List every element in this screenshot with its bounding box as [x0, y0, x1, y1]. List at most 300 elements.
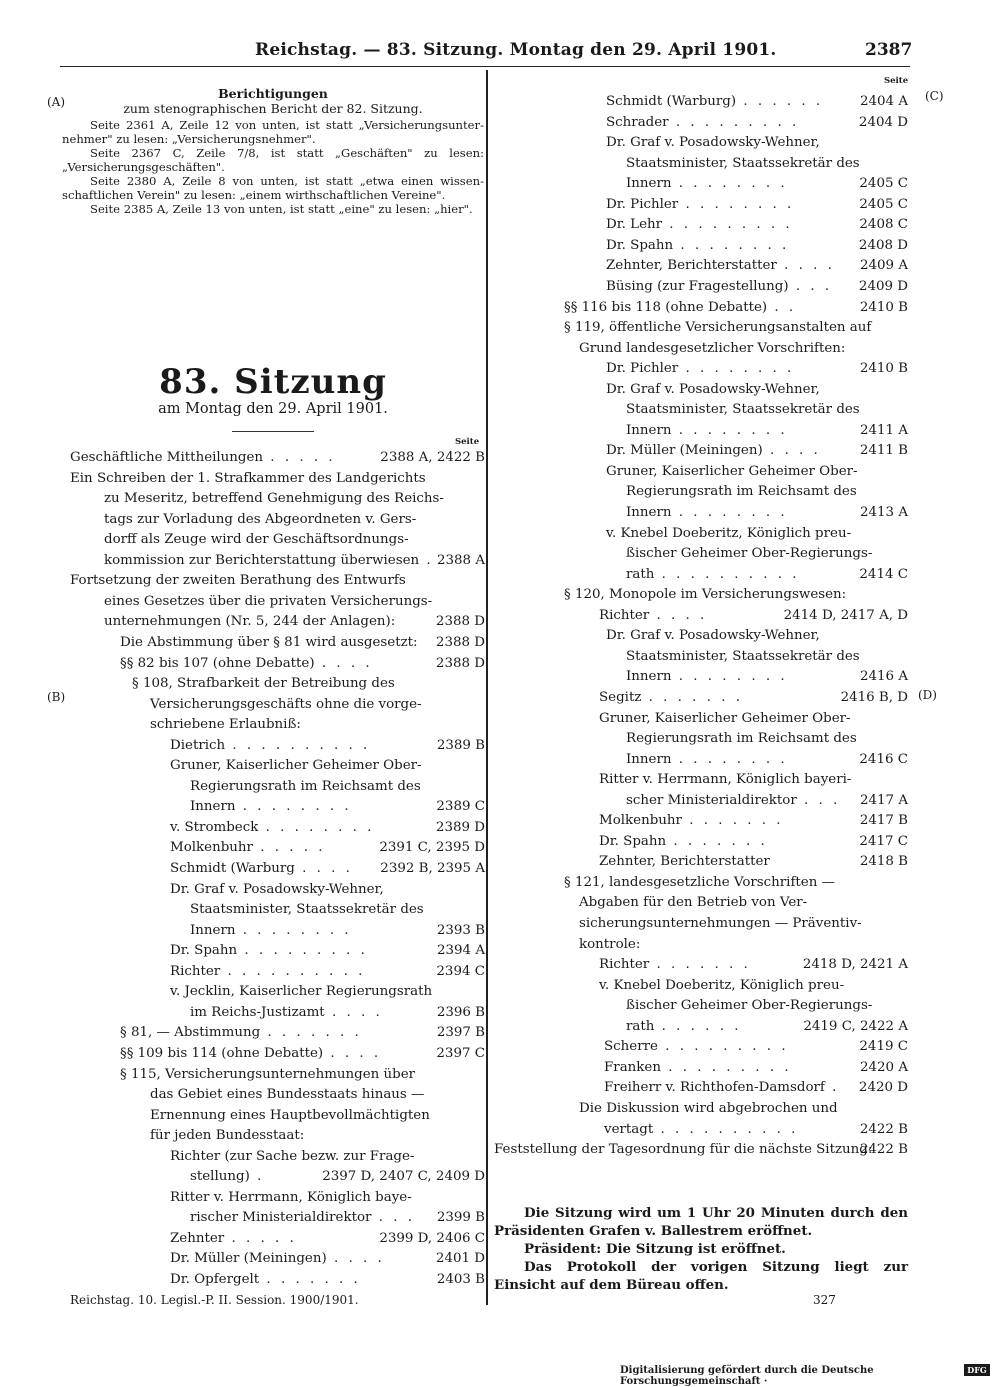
column-divider [486, 70, 488, 1305]
toc-left-entry-text: Staatsminister, Staatssekretär des [190, 902, 424, 918]
seite-label-left: Seite [455, 437, 480, 447]
corrections-subtitle: zum stenographischen Bericht der 82. Sitzung. [123, 101, 423, 116]
toc-left-entry [104, 490, 485, 508]
toc-left-entry-text: §§ 109 bis 114 (ohne Debatte) [120, 1045, 324, 1061]
toc-right-entry [606, 114, 908, 132]
toc-right-entry-text: v. Knebel Doeberitz, Königlich preu- [599, 977, 845, 993]
toc-left-entry-page: 2388 A [436, 552, 485, 568]
correction-item: Seite 2385 A, Zeile 13 von unten, ist statt „eine" zu lesen: „hier". [90, 202, 473, 216]
toc-left-entry-text: Ernennung eines Hauptbevollmächtigten [150, 1107, 430, 1123]
toc-right-entry [626, 730, 908, 748]
toc-right-entry-text: Dr. Lehr [606, 217, 663, 233]
toc-right-entry [599, 956, 908, 974]
toc-left-entry-text: Dr. Müller (Meiningen) [170, 1251, 327, 1267]
toc-left-entry-leader: . . . . . [224, 1230, 297, 1246]
toc-left-entry-text: Dr. Spahn [170, 943, 238, 959]
toc-right-entry-text: Scherre [604, 1039, 658, 1055]
corrections-list [62, 118, 484, 216]
toc-right-entry-page: 2416 B, D [840, 689, 908, 705]
toc-left-entry-page: 2397 C [436, 1045, 485, 1061]
toc-right-entry-leader: . . . . [649, 607, 708, 623]
toc-left-entry [104, 511, 485, 529]
toc-left-entry-text: Fortsetzung der zweiten Berathung des Entwurfs [70, 573, 406, 589]
toc-left-entry-page: 2391 C, 2395 D [379, 840, 485, 856]
toc-right-entry-text: Freiherr v. Richthofen-Damsdorf [604, 1080, 825, 1096]
toc-right-entry-page: 2409 A [859, 258, 908, 274]
toc-right-entry-text: Abgaben für den Betrieb von Ver- [579, 895, 808, 911]
toc-left-entry-page: 2396 B [436, 1004, 485, 1020]
toc-right-entry-text: Dr. Spahn [599, 833, 667, 849]
toc-right-entry-text: Gruner, Kaiserlicher Geheimer Ober- [606, 463, 858, 479]
toc-left-entry [170, 1230, 485, 1248]
toc-left-entry-page: 2389 B [436, 737, 485, 753]
toc-right-entry-leader: . . . . . . . . [671, 176, 788, 192]
toc-left-entry-text: kommission zur Berichterstattung überwiesen [104, 552, 420, 568]
toc-left-entry [190, 1168, 485, 1186]
toc-left-entry-text: schriebene Erlaubniß: [150, 717, 301, 733]
toc-right-entry-page: 2420 D [858, 1080, 908, 1096]
toc-left-entry-text: Richter (zur Sache bezw. zur Frage- [170, 1148, 415, 1164]
toc-right-entry [599, 833, 908, 851]
toc-left-entry [190, 901, 485, 919]
toc-right-entry-page: 2414 D, 2417 A, D [783, 607, 908, 623]
toc-right-entry [604, 1079, 908, 1097]
toc-left-entry-page: 2399 D, 2406 C [379, 1230, 485, 1246]
toc-left-entry [190, 798, 485, 816]
toc-right-entry-text: rath [626, 566, 655, 582]
toc-right-entry-page: 2418 D, 2421 A [802, 957, 908, 973]
toc-right-entry [579, 936, 908, 954]
corrections-block [62, 70, 484, 216]
toc-left-entry-text: v. Strombeck [170, 819, 259, 835]
toc-right-entry-text: sicherungsunternehmungen — Präventiv- [579, 916, 862, 931]
toc-left-entry-leader: . . . . [326, 1251, 385, 1267]
margin-mark-a: (A) [47, 95, 66, 109]
toc-right-entry-leader: . . . . . . . . [678, 196, 795, 212]
toc-right-entry-page: 2410 B [859, 299, 908, 315]
toc-left-entry [70, 470, 485, 488]
toc-left-entry-text: Die Abstimmung über § 81 wird ausgesetzt: [120, 634, 418, 650]
toc-left-entry-text: für jeden Bundesstaat: [150, 1128, 305, 1144]
toc-left-entry-page: 2388 D [435, 655, 485, 671]
toc-left-entry-text: unternehmungen (Nr. 5, 244 der Anlagen): [104, 614, 396, 630]
toc-left-entry-page: 2397 D, 2407 C, 2409 D [322, 1169, 485, 1185]
toc-right-entry-leader: . . . . . . [654, 1018, 742, 1034]
toc-left-entry-text: Molkenbuhr [170, 840, 253, 856]
toc-right-entry [606, 257, 908, 275]
margin-mark-c: (C) [925, 89, 944, 103]
toc-left-entry-text: Versicherungsgeschäfts ohne die vorge- [150, 696, 422, 712]
toc-right-entry-text: § 120, Monopole im Versicherungswesen: [564, 587, 847, 603]
toc-left-entry-page: 2388 A, 2422 B [380, 450, 485, 465]
seite-label-right: Seite [884, 76, 909, 86]
correction-item: Seite 2361 A, Zeile 12 von unten, ist statt „Versicherungsunter-nehmer" zu lesen: „Versicherungsnehmer". [62, 118, 484, 146]
toc-right-entry [606, 93, 908, 111]
toc-right-entry [606, 442, 908, 460]
toc-right-entry [626, 155, 908, 173]
toc-right-entry-page: 2422 B [859, 1142, 908, 1158]
toc-right-entry [626, 648, 908, 666]
toc-right-entry-leader: . . . . . . . . [671, 751, 788, 767]
toc-left-entry [170, 1250, 485, 1268]
toc-right-entry-leader: . . . . . . . . [678, 361, 795, 377]
toc-left-entry [190, 778, 485, 796]
toc-right-entry-text: Innern [626, 751, 672, 767]
toc-right-entry-text: § 119, öffentliche Versicherungsanstalten auf [564, 320, 872, 336]
toc-right-entry-page: 2417 B [859, 813, 908, 829]
toc-right-entry-text: Staatsminister, Staatssekretär des [626, 402, 860, 418]
toc-left-entry [170, 1148, 485, 1166]
footer-session-info: Reichstag. 10. Legisl.-P. II. Session. 1900/1901. [70, 1293, 359, 1307]
toc-left-entry-text: Ein Schreiben der 1. Strafkammer des Landgerichts [70, 470, 426, 486]
toc-left-entry-text: rischer Ministerialdirektor [190, 1210, 372, 1226]
toc-left-entry-page: 2389 C [436, 799, 485, 815]
toc-right-entry [604, 1059, 908, 1077]
toc-right-entry-leader: . . . [796, 792, 841, 808]
toc-right-entry [626, 175, 908, 193]
toc-right-entry [626, 751, 908, 769]
toc-left-entry-text: dorff als Zeuge wird der Geschäftsordnungs- [104, 532, 409, 548]
toc-left-entry-text: stellung) [190, 1169, 250, 1185]
toc-right-entry-text: Gruner, Kaiserlicher Geheimer Ober- [599, 710, 851, 726]
toc-right-entry [626, 422, 908, 440]
toc-right-entry-text: Richter [599, 957, 650, 973]
correction-item: Seite 2380 A, Zeile 8 von unten, ist statt „etwa einen wissen-schaftlichen Verein" zu lesen: „einem wirthschaftlichen Vereine". [62, 174, 484, 202]
toc-right-entry-text: § 121, landesgesetzliche Vorschriften — [564, 874, 835, 890]
toc-left-entry-page: 2388 D [435, 614, 485, 630]
session-date: am Montag den 29. April 1901. [158, 401, 388, 417]
toc-left-entry [120, 634, 485, 652]
toc-right-entry [564, 319, 908, 337]
toc-left-entry-text: Schmidt (Warburg [170, 861, 295, 876]
toc-right-entry-page: 2419 C [859, 1039, 908, 1055]
toc-left-entry-leader: . [249, 1169, 265, 1185]
toc-right-entry-leader: . . . . . . . . . [668, 114, 800, 130]
toc-right-entry-leader: . . . . [776, 258, 835, 274]
toc-left-entry-leader: . . . . . . . . . [237, 943, 368, 959]
toc-left-entry-leader: . . . . . [263, 450, 336, 465]
toc-left-entry-page: 2389 D [435, 819, 485, 835]
toc-left-entry [170, 881, 485, 899]
toc-right-entry [626, 483, 908, 501]
title-rule [232, 431, 314, 432]
toc-right-entry-text: Schrader [606, 114, 669, 130]
toc-right-entry-leader: . . . [788, 278, 833, 294]
toc-left-entry-text: Gruner, Kaiserlicher Geheimer Ober- [170, 758, 422, 774]
toc-right-entry [599, 710, 908, 728]
toc-right-entry [626, 997, 908, 1015]
toc-right-entry-text: kontrole: [579, 936, 641, 952]
toc-left-entry-leader: . . . . [323, 1045, 382, 1061]
toc-right-entry-text: Innern [626, 176, 672, 192]
toc-right-entry-leader: . . . . . . . [666, 833, 768, 849]
toc-right-entry [564, 299, 908, 317]
toc-left-entry-text: tags zur Vorladung des Abgeordneten v. Gers- [104, 511, 417, 527]
toc-left-entry-leader: . . . . . . . . . . [220, 963, 366, 979]
toc-right-entry [494, 1141, 908, 1159]
toc-left-entry-text: Richter [170, 963, 221, 979]
toc-right-entry-page: 2409 D [858, 278, 908, 294]
toc-left-entry [190, 1209, 485, 1227]
toc-right-entry-text: Franken [604, 1059, 661, 1075]
opening-paragraph: Das Protokoll der vorigen Sitzung liegt zur Einsicht auf dem Büreau offen. [494, 1259, 908, 1293]
toc-left-entry [170, 860, 485, 878]
toc-left-entry-page: 2394 A [436, 943, 485, 959]
toc-right-entry-page: 2410 B [859, 361, 908, 377]
toc-left-entry-text: § 81, — Abstimmung [120, 1025, 261, 1041]
toc-right-entry-text: v. Knebel Doeberitz, Königlich preu- [606, 525, 852, 541]
toc-left-entry [150, 1107, 485, 1125]
toc-right-entry-page: 2418 B [859, 854, 908, 870]
toc-right-entry-page: 2414 C [859, 566, 908, 582]
toc-left-entry-page: 2399 B [436, 1210, 485, 1226]
toc-left-entry-page: 2393 B [436, 922, 485, 938]
toc-right-entry-text: Dr. Graf v. Posadowsky-Wehner, [606, 381, 820, 397]
toc-right-entry-text: ßischer Geheimer Ober-Regierungs- [626, 998, 873, 1014]
toc-left-entry-page: 2388 D [435, 634, 485, 650]
toc-right-entry [626, 1018, 908, 1036]
toc-left-entry-page: 2397 B [436, 1025, 485, 1041]
toc-right-entry [579, 340, 908, 358]
toc-right-entry-leader: . . . . . . [736, 94, 824, 109]
toc-right-entry-leader: . . . . . . . . . . [654, 566, 800, 582]
toc-right-entry-text: Innern [626, 505, 672, 520]
toc-right-entry [599, 607, 908, 625]
toc-right-entry-text: Innern [626, 422, 672, 438]
toc-right-entry [606, 196, 908, 214]
toc-left-entry [150, 1086, 485, 1104]
toc-right-entry-leader: . . . . . . . . . [657, 1039, 789, 1055]
toc-right-entry [606, 216, 908, 234]
margin-mark-b: (B) [47, 690, 66, 704]
toc-right-entry-page: 2408 D [858, 237, 908, 253]
opening-paragraph: Die Sitzung wird um 1 Uhr 20 Minuten durch den Präsidenten Grafen v. Ballestrem eröffnet. [494, 1205, 908, 1239]
toc-right-entry [579, 894, 908, 912]
toc-right-entry [599, 689, 908, 707]
toc-right-entry-text: Regierungsrath im Reichsamt des [626, 484, 857, 500]
toc-right-entry [579, 1100, 908, 1118]
toc-right-entry-leader: . . . . . . . . [671, 422, 788, 438]
toc-left-entry [170, 839, 485, 857]
toc-right-entry [626, 545, 908, 563]
toc-right-entry-page: 2420 A [859, 1059, 908, 1075]
toc-right-entry-page: 2416 C [859, 751, 908, 767]
toc-left-entry [190, 1004, 485, 1022]
toc-right-entry-page: 2416 A [859, 669, 908, 685]
toc-left-entry-text: Dr. Graf v. Posadowsky-Wehner, [170, 881, 384, 897]
toc-right-entry-text: Staatsminister, Staatssekretär des [626, 155, 860, 171]
opening-paragraph: Präsident: Die Sitzung ist eröffnet. [524, 1241, 786, 1257]
running-head: Reichstag. — 83. Sitzung. Montag den 29. April 1901. [255, 40, 777, 60]
toc-left-entry [150, 696, 485, 714]
toc-right-entry-text: Ritter v. Herrmann, Königlich bayeri- [599, 772, 852, 788]
toc-right-entry-text: Regierungsrath im Reichsamt des [626, 731, 857, 747]
toc-right-entry-page: 2417 A [859, 792, 908, 808]
toc-right-entry-text: Zehnter, Berichterstatter [599, 854, 770, 870]
toc-right-entry [564, 874, 908, 892]
toc-right-entry [604, 1121, 908, 1139]
toc-right-entry [564, 586, 908, 604]
toc-left-entry-text: das Gebiet eines Bundesstaats hinaus — [150, 1087, 425, 1103]
toc-left-entry-text: v. Jecklin, Kaiserlicher Regierungsrath [170, 984, 433, 1000]
toc-right-entry-text: Dr. Pichler [606, 361, 679, 377]
toc-right-entry-text: Die Diskussion wird abgebrochen und [579, 1100, 838, 1116]
toc-right-entry [606, 627, 908, 645]
toc-left-entry-leader: . [419, 552, 434, 568]
toc-right-entry-text: Dr. Graf v. Posadowsky-Wehner, [606, 628, 820, 644]
toc-right-entry [606, 360, 908, 378]
toc-left-entry-leader: . . . . . . . . . . [225, 737, 371, 753]
correction-item: Seite 2367 C, Zeile 7/8, ist statt „Geschäften" zu lesen: „Versicherungsgeschäften". [62, 146, 484, 174]
toc-right-entry-text: ßischer Geheimer Ober-Regierungs- [626, 546, 873, 562]
toc-left-entry [104, 613, 485, 631]
toc-left-entry-text: im Reichs-Justizamt [190, 1004, 325, 1020]
toc-right-entry-page: 2404 D [858, 114, 908, 130]
toc-right-entry-page: 2405 C [859, 196, 908, 212]
session-title: 83. Sitzung [159, 362, 387, 402]
toc-left-entry [120, 1066, 485, 1084]
toc-right-entry-leader: . [824, 1080, 840, 1096]
toc-left-entry [104, 531, 485, 549]
toc-left-entry [120, 1024, 485, 1042]
toc-right-entry-page: 2413 A [859, 505, 908, 520]
toc-right-entry-leader: . . . . . . . . [671, 505, 788, 520]
toc-left-entry [104, 593, 485, 611]
toc-right-entry [626, 566, 908, 584]
page-number: 2387 [865, 40, 913, 60]
toc-right-entry-text: scher Ministerialdirektor [626, 792, 797, 808]
toc-left-entry-text: Geschäftliche Mittheilungen [70, 450, 264, 465]
toc-right-entry-text: Feststellung der Tagesordnung für die nächste Sitzung: [494, 1142, 873, 1158]
toc-right-entry-text: §§ 116 bis 118 (ohne Debatte) [564, 299, 768, 315]
toc-right-entry [606, 381, 908, 399]
toc-right-entry [626, 504, 908, 522]
toc-right-entry-leader: . . . . . . . . . [660, 1059, 792, 1075]
toc-left-entry-text: Regierungsrath im Reichsamt des [190, 778, 421, 794]
toc-left-entry-leader: . . . . [314, 655, 373, 671]
toc-right-entry-page: 2419 C, 2422 A [803, 1018, 908, 1034]
toc-left-entry [170, 819, 485, 837]
toc-left-entry-page: 2392 B, 2395 A [380, 861, 485, 876]
toc-right-entry-page: 2411 A [859, 422, 908, 438]
toc-left-entry [190, 922, 485, 940]
toc-right-entry-page: 2422 B [859, 1121, 908, 1137]
toc-left-entry-text: Innern [190, 799, 236, 815]
toc-left-entry-text: Dr. Opfergelt [170, 1272, 260, 1287]
toc-left-entry [150, 1127, 485, 1145]
toc-right-entry [606, 525, 908, 543]
toc-right-entry-text: Staatsminister, Staatssekretär des [626, 648, 860, 664]
dfg-logo: DFG [964, 1364, 990, 1376]
toc-right-entry-leader: . . . . . . . [641, 689, 743, 705]
toc-right-entry-text: Dr. Spahn [606, 237, 674, 253]
toc-right-entry-text: Büsing (zur Fragestellung) [606, 278, 789, 294]
toc-right-entry-leader: . . . . . . . [649, 957, 751, 973]
toc-left-entry-leader: . . . . [324, 1004, 383, 1020]
toc-left-entry-page: 2394 C [436, 963, 485, 979]
toc-left-entry-text: eines Gesetzes über die privaten Versicherungs- [104, 593, 433, 609]
toc-right-entry-text: Dr. Pichler [606, 196, 679, 212]
toc-left-entry-leader: . . . [371, 1210, 415, 1226]
toc-left-entry [170, 983, 485, 1001]
toc-left-entry-leader: . . . . . . . . [235, 922, 352, 938]
toc-right-entry [599, 977, 908, 995]
toc-right-entry [604, 1038, 908, 1056]
toc-left-entry-page: 2403 B [436, 1272, 485, 1287]
toc-right-entry-text: Segitz [599, 689, 642, 705]
toc-right-entry-leader: . . . . . . . . [673, 237, 790, 253]
toc-right-entry [599, 812, 908, 830]
toc-left-entry [170, 963, 485, 981]
toc-right-entry-text: Innern [626, 669, 672, 685]
toc-left-entry-text: § 108, Strafbarkeit der Betreibung des [132, 676, 395, 692]
toc-right-entry [606, 134, 908, 152]
toc-left-entry [104, 552, 485, 570]
toc-right-entry-leader: . . . . . . . . . [662, 217, 793, 233]
toc-right-entry [579, 915, 908, 933]
toc-left-entry-page: 2401 D [435, 1251, 485, 1267]
toc-left-entry-text: Ritter v. Herrmann, Königlich baye- [170, 1189, 412, 1205]
toc-right-entry-page: 2417 C [859, 833, 908, 849]
toc-right-entry-text: Richter [599, 607, 650, 623]
toc-left-entry [150, 716, 485, 734]
toc-right-entry [626, 668, 908, 686]
toc-left-entry-leader: . . . . [294, 861, 353, 876]
toc-left-entry [70, 449, 485, 467]
toc-right-entry-text: Dr. Müller (Meiningen) [606, 443, 763, 459]
toc-left-entry-leader: . . . . . . . . [258, 819, 375, 835]
toc-right-entry-text: rath [626, 1018, 655, 1034]
toc-left-entry-text: §§ 82 bis 107 (ohne Debatte) [120, 655, 315, 671]
opening-text [494, 1204, 908, 1294]
toc-left-entry [120, 1045, 485, 1063]
toc-right-entry [606, 463, 908, 481]
sheet-number: 327 [813, 1293, 836, 1307]
toc-right-entry-text: Dr. Graf v. Posadowsky-Wehner, [606, 135, 820, 151]
toc-right-entry-text: Molkenbuhr [599, 813, 682, 829]
toc-right-entry [606, 278, 908, 296]
toc-right-entry-page: 2411 B [859, 443, 908, 459]
toc-right-entry [626, 792, 908, 810]
toc-right-entry [606, 237, 908, 255]
toc-left-entry-leader: . . . . . . . [260, 1025, 362, 1041]
toc-left-entry-text: Zehnter [170, 1230, 225, 1246]
toc-right-entry-text: Schmidt (Warburg) [606, 94, 737, 109]
toc-left-entry-leader: . . . . . . . [259, 1272, 361, 1287]
toc-left-entry-leader: . . . . . . . . [235, 799, 352, 815]
toc-left-entry [170, 942, 485, 960]
corrections-title: Berichtigungen [218, 86, 328, 101]
toc-left-entry-text: § 115, Versicherungsunternehmungen über [120, 1066, 416, 1082]
toc-right-entry-page: 2408 C [859, 217, 908, 233]
toc-right-entry-text: Zehnter, Berichterstatter [606, 258, 777, 274]
toc-left-entry [170, 757, 485, 775]
toc-left-entry-text: Dietrich [170, 737, 226, 753]
toc-left-entry [170, 1189, 485, 1207]
toc-right-entry [599, 771, 908, 789]
toc-right-entry-page: 2405 C [859, 176, 908, 192]
toc-right-entry-text: Grund landesgesetzlicher Vorschriften: [579, 340, 846, 356]
toc-left-entry-leader: . . . . . [252, 840, 326, 856]
toc-left-entry [120, 655, 485, 673]
toc-left-entry [170, 737, 485, 755]
toc-right-entry [599, 853, 908, 871]
digitization-credit: Digitalisierung gefördert durch die Deutsche Forschungsgemeinschaft · [620, 1365, 874, 1387]
toc-left-entry [170, 1271, 485, 1289]
toc-right-entry [626, 401, 908, 419]
toc-right-entry-leader: . . [767, 299, 797, 315]
toc-left-entry-text: Innern [190, 922, 236, 938]
